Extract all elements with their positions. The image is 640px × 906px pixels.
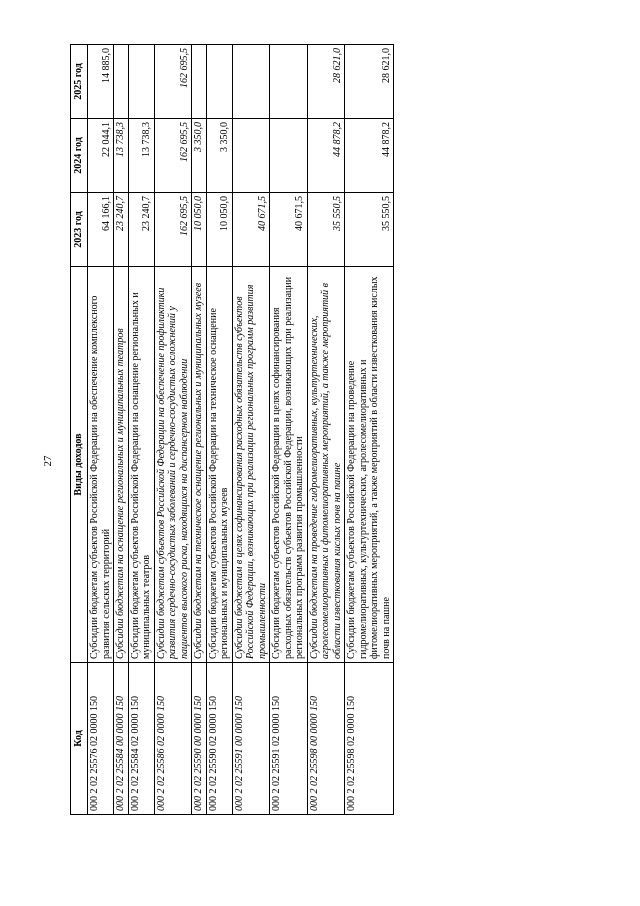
row-description: Субсидии бюджетам субъектов Российской Федерации на обеспечение комплексного развития сельских территорий — [88, 267, 114, 663]
table-row — [128, 45, 154, 815]
row-code: 000 2 02 25584 02 0000 150 — [128, 663, 154, 815]
row-code: 000 2 02 25576 02 0000 150 — [88, 663, 114, 815]
revenue-table — [70, 44, 394, 815]
row-value-2025: 14 885,0 — [88, 45, 114, 119]
row-code: 000 2 02 25598 02 0000 150 — [345, 663, 394, 815]
row-value-2024: 3 350,0 — [192, 119, 207, 193]
row-value-2025: 28 621,0 — [345, 45, 394, 119]
row-value-2024: 162 695,5 — [154, 119, 192, 193]
row-value-2023: 35 550,5 — [345, 193, 394, 267]
page-number: 27 — [42, 455, 54, 467]
row-value-2024: 22 044,1 — [88, 119, 114, 193]
row-value-2025 — [192, 45, 207, 119]
header-2025: 2025 год — [71, 45, 88, 119]
row-value-2025 — [232, 45, 270, 119]
row-value-2025 — [206, 45, 232, 119]
row-description: Субсидии бюджетам субъектов Российской Федерации на обеспечение профилактики развития сердечно-сосудистых заболеваний и сердечно-сосудистых осложнений у пациентов высокого риска, находящихся на диспансерном наблюдении — [154, 267, 192, 663]
row-value-2025 — [128, 45, 154, 119]
row-code: 000 2 02 25590 00 0000 150 — [192, 663, 207, 815]
table-row — [232, 45, 270, 815]
row-value-2024 — [270, 119, 308, 193]
row-value-2024: 3 350,0 — [206, 119, 232, 193]
row-code: 000 2 02 25598 00 0000 150 — [307, 663, 345, 815]
table-row — [270, 45, 308, 815]
row-value-2024: 13 738,3 — [128, 119, 154, 193]
row-description: Субсидии бюджетам субъектов Российской Федерации на оснащение региональных и муниципальных театров — [128, 267, 154, 663]
header-code: Код — [71, 663, 88, 815]
row-code: 000 2 02 25591 00 0000 150 — [232, 663, 270, 815]
row-code: 000 2 02 25590 02 0000 150 — [206, 663, 232, 815]
row-value-2024: 13 738,3 — [114, 119, 129, 193]
row-value-2023: 10 050,0 — [206, 193, 232, 267]
table-row — [206, 45, 232, 815]
row-description: Субсидии бюджетам на техническое оснащение региональных и муниципальных музеев — [192, 267, 207, 663]
row-value-2023: 40 671,5 — [232, 193, 270, 267]
row-value-2024: 44 878,2 — [307, 119, 345, 193]
table-row — [307, 45, 345, 815]
table-header-row — [71, 45, 88, 815]
row-description: Субсидии бюджетам на проведение гидромелиоративных, культуртехнических, агролесомелиоративных и фитомелиоративных мероприятий, а также мероприятий в области известкования кислых почв на пашне — [307, 267, 345, 663]
row-code: 000 2 02 25591 02 0000 150 — [270, 663, 308, 815]
row-value-2023: 23 240,7 — [114, 193, 129, 267]
table-row — [192, 45, 207, 815]
row-code: 000 2 02 25586 02 0000 150 — [154, 663, 192, 815]
table-row — [154, 45, 192, 815]
row-value-2023: 10 050,0 — [192, 193, 207, 267]
row-description: Субсидии бюджетам субъектов Российской Федерации на техническое оснащение региональных и муниципальных музеев — [206, 267, 232, 663]
header-2024: 2024 год — [71, 119, 88, 193]
revenue-table-container — [70, 45, 570, 815]
row-value-2025 — [114, 45, 129, 119]
table-row — [114, 45, 129, 815]
row-value-2023: 23 240,7 — [128, 193, 154, 267]
row-value-2025: 162 695,5 — [154, 45, 192, 119]
row-description: Субсидии бюджетам субъектов Российской Федерации на проведение гидромелиоративных, культуртехнических, агролесомелиоративных и фитомелиоративных мероприятий, а также мероприятий в области известкования кислых почв на пашне — [345, 267, 394, 663]
row-code: 000 2 02 25584 00 0000 150 — [114, 663, 129, 815]
header-2023: 2023 год — [71, 193, 88, 267]
row-value-2024 — [232, 119, 270, 193]
row-description: Субсидии бюджетам в целях софинансирования расходных обязательств субъектов Российской Федерации, возникающих при реализации региональных программ развития промышленности — [232, 267, 270, 663]
header-revenue-type: Виды доходов — [71, 267, 88, 663]
row-value-2023: 40 671,5 — [270, 193, 308, 267]
row-value-2023: 162 695,5 — [154, 193, 192, 267]
row-value-2023: 64 166,1 — [88, 193, 114, 267]
row-value-2025: 28 621,0 — [307, 45, 345, 119]
row-value-2024: 44 878,2 — [345, 119, 394, 193]
row-description: Субсидии бюджетам на оснащение региональных и муниципальных театров — [114, 267, 129, 663]
row-value-2025 — [270, 45, 308, 119]
table-row — [345, 45, 394, 815]
row-value-2023: 35 550,5 — [307, 193, 345, 267]
table-row — [88, 45, 114, 815]
row-description: Субсидии бюджетам субъектов Российской Федерации в целях софинансирования расходных обязательств субъектов Российской Федерации, возникающих при реализации региональных программ развития промышленности — [270, 267, 308, 663]
